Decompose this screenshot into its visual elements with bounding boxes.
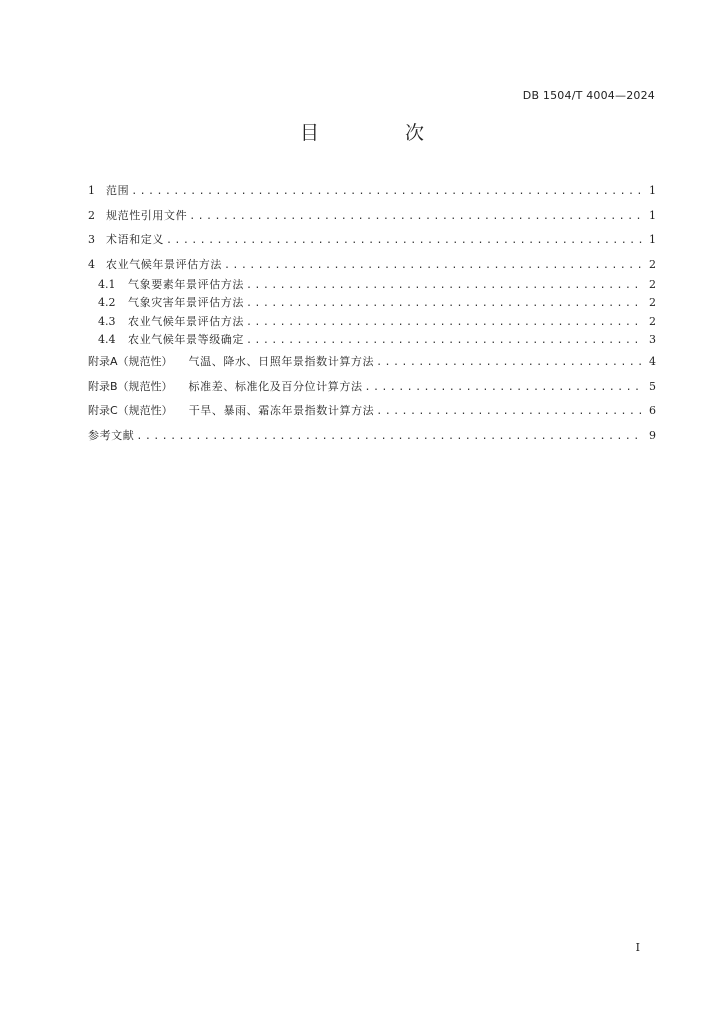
toc-item-number: 4.2 — [98, 296, 116, 309]
page-number: I — [635, 941, 640, 954]
toc-leader-dots — [136, 429, 642, 445]
toc-appendix-label: 附录C（规范性） — [88, 404, 173, 417]
toc-item-4-2[interactable] — [88, 295, 656, 314]
toc-item-4-4[interactable] — [88, 332, 656, 354]
toc-item-title: 农业气候年景评估方法 — [128, 314, 244, 328]
toc-leader-dots — [189, 209, 642, 225]
toc-item-title: 参考文献 — [88, 428, 135, 442]
toc-leader-dots — [246, 278, 642, 294]
toc-item-title: 范围 — [106, 184, 130, 197]
toc-leader-dots — [246, 315, 642, 331]
toc-item-page: 1 — [649, 208, 656, 222]
toc-item-title: 标准差、标准化及百分位计算方法 — [188, 379, 363, 393]
toc-item-page: 1 — [649, 233, 656, 246]
toc-item-page: 2 — [649, 296, 656, 309]
toc-item-number: 4.3 — [98, 314, 116, 328]
toc-item-title: 气象灾害年景评估方法 — [128, 296, 244, 309]
toc-item-page: 1 — [649, 184, 656, 197]
toc-item-title: 干旱、暴雨、霜冻年景指数计算方法 — [188, 404, 375, 417]
toc-item-appendix-c[interactable] — [88, 403, 656, 428]
toc-item-page: 9 — [649, 428, 656, 442]
toc-leader-dots — [376, 355, 642, 371]
toc-leader-dots — [365, 380, 642, 396]
toc-item-title: 农业气候年景等级确定 — [128, 333, 244, 346]
toc-item-number: 1 — [88, 184, 95, 197]
toc-item-page: 3 — [649, 333, 656, 346]
toc-item-title: 气象要素年景评估方法 — [128, 277, 244, 291]
toc-item-title: 规范性引用文件 — [106, 208, 188, 222]
toc-item-4-1[interactable] — [88, 277, 656, 296]
toc-item-title: 农业气候年景评估方法 — [106, 257, 222, 271]
toc-leader-dots — [166, 233, 642, 249]
toc-item-normative-references[interactable] — [88, 208, 656, 233]
toc-item-number: 4.4 — [98, 333, 116, 346]
toc-item-bibliography[interactable] — [88, 428, 656, 453]
toc-item-scope[interactable] — [88, 183, 656, 208]
toc-item-number: 3 — [88, 233, 95, 246]
toc-item-number: 2 — [88, 208, 95, 222]
toc-item-4-3[interactable] — [88, 314, 656, 333]
toc-leader-dots — [246, 333, 642, 349]
page-title: 目 次 — [299, 122, 465, 144]
toc-item-page: 2 — [649, 257, 656, 271]
toc-item-page: 4 — [649, 355, 656, 368]
toc-leader-dots — [224, 258, 642, 274]
toc-item-page: 2 — [649, 277, 656, 291]
toc-leader-dots — [376, 404, 642, 420]
toc-item-terms-definitions[interactable] — [88, 232, 656, 257]
toc-item-title: 术语和定义 — [106, 233, 164, 246]
toc-appendix-label: 附录A（规范性） — [88, 355, 173, 368]
toc-item-number: 4 — [88, 257, 95, 271]
toc-item-page: 6 — [649, 404, 656, 417]
toc-item-page: 5 — [649, 379, 656, 393]
document-id: DB 1504/T 4004—2024 — [522, 89, 655, 102]
toc-item-page: 2 — [649, 314, 656, 328]
toc-leader-dots — [246, 296, 642, 312]
toc-leader-dots — [131, 184, 642, 200]
toc-appendix-label: 附录B（规范性） — [88, 379, 173, 393]
toc-item-appendix-b[interactable] — [88, 379, 656, 404]
toc-item-appendix-a[interactable] — [88, 354, 656, 379]
toc-item-assessment-method[interactable] — [88, 257, 656, 277]
table-of-contents — [88, 183, 656, 452]
toc-item-title: 气温、降水、日照年景指数计算方法 — [188, 355, 375, 368]
toc-item-number: 4.1 — [98, 277, 116, 291]
